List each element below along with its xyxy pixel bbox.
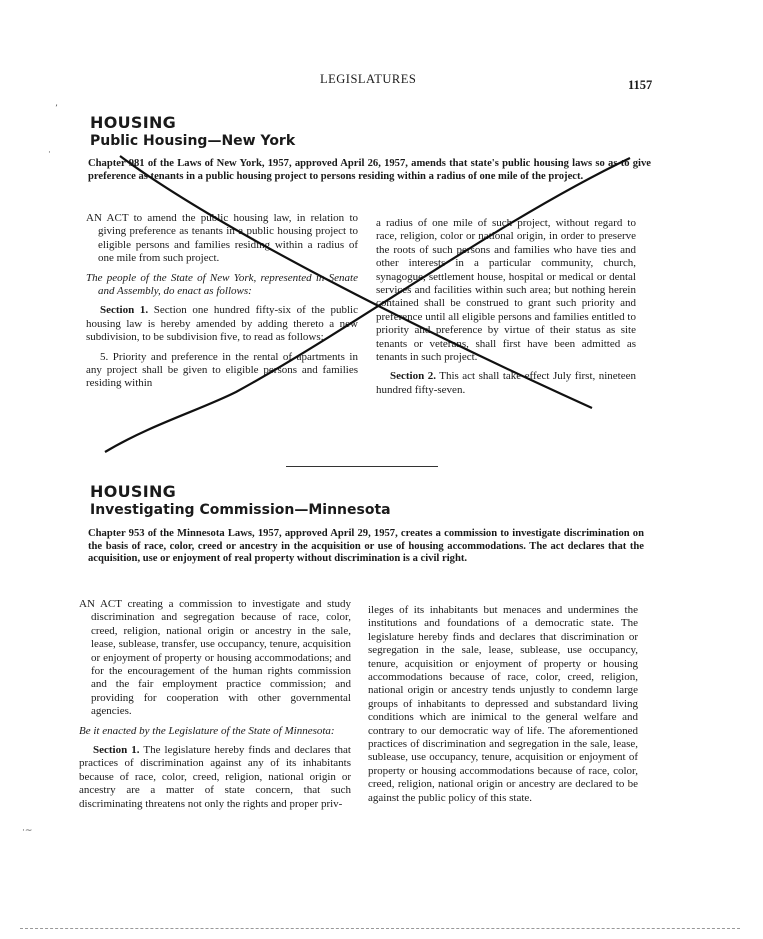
section-label: Section 1. <box>93 744 140 757</box>
page-number: 1157 <box>628 78 653 92</box>
section-text: This act shall take effect July first, nineteen hundred fifty-seven. <box>376 370 636 396</box>
running-header: LEGISLATURES <box>320 72 417 86</box>
section-1-summary: Chapter 981 of the Laws of New York, 1957, approved April 26, 1957, amends that state's public housing laws so as to give preference as tenants in a public housing project to persons residing within a radius of one mile of the project. <box>88 158 651 182</box>
section-1-right-column <box>376 217 636 403</box>
section-1-title: HOUSING <box>90 113 177 132</box>
margin-mark: · <box>48 148 51 158</box>
subdivision-5: 5. Priority and preference in the rental of apartments in any project shall be given to eligible persons and families residing within <box>86 350 358 390</box>
margin-mark: ·~ <box>22 826 33 836</box>
section-2-summary: Chapter 953 of the Minnesota Laws, 1957, approved April 29, 1957, creates a commission to investigate discrimination on the basis of race, color, creed or ancestry in the acquisition or use of housing accommodations. The act declares that the acquisition, use or enjoyment of real property without discrimination is a civil right. <box>88 528 644 565</box>
enacting-clause: Be it enacted by the Legislature of the State of Minnesota: <box>79 724 335 737</box>
act-title: AN ACT creating a commission to investigate and study discrimination and segregation because of race, color, creed, religion, national origin or ancestry in the sale, lease, sublease, transfer, use occupancy, tenure, acquisition or enjoyment of property or housing accommodations; and for the encouragement of the human rights commission and the fair employment practice commission; and providing for cooperation with other governmental agencies. <box>79 598 351 718</box>
enacting-clause: The people of the State of New York, represented in Senate and Assembly, do enact as follows: <box>86 271 358 298</box>
continued-text: a radius of one mile of such project, without regard to race, religion, color or national origin, in order to preserve the roots of such persons and families who have ties and other interests in a particular community, church, synagogue, settlement house, hospital or medical or dental services and facilities within such area; but nothing herein contained shall be construed to grant such priority and preference until all eligible persons and families entitled to priority and preference by virtue of their status as site tenants or veterans, shall first have been admitted as tenants in such project. <box>376 217 636 364</box>
scan-bottom-edge <box>20 928 740 929</box>
section-2-paragraph <box>376 370 636 397</box>
section-text: Section one hundred fifty-six of the public housing law is hereby amended by adding thereto a new subdivision, to be subdivision five, to read as follows: <box>86 304 358 344</box>
section-label: Section 1. <box>100 304 149 317</box>
section-2-subtitle: Investigating Commission—Minnesota <box>90 502 391 518</box>
section-1-paragraph <box>79 744 351 811</box>
section-1-subtitle: Public Housing—New York <box>90 133 296 149</box>
section-text: The legislature hereby finds and declares that practices of discrimination against any of its inhabitants because of race, color, creed, religion, national origin or ancestry are a matter of state concern, that such discriminating threatens not only the rights and proper priv- <box>79 744 351 810</box>
section-2-title: HOUSING <box>90 482 177 501</box>
margin-mark: ʼ <box>55 104 58 114</box>
section-2-right-column <box>368 604 638 811</box>
section-2-left-column <box>79 598 351 817</box>
section-divider <box>286 466 438 467</box>
section-label: Section 2. <box>390 370 436 383</box>
act-title: AN ACT to amend the public housing law, in relation to giving preference as tenants in a public housing project to eligible persons and families residing within a radius of one mile from such project. <box>86 212 358 265</box>
continued-text: ileges of its inhabitants but menaces and undermines the institutions and foundations of a democratic state. The legislature hereby finds and declares that discrimination or segregation in the sale, lease, sublease, use occupancy, tenure, acquisition or enjoyment of property or housing accommodations because of race, color, creed, religion, national origin or ancestry tends unjustly to condemn large groups of inhabitants to depressed and substandard living conditions which are inimical to the general welfare and contrary to our democratic way of life. The aforementioned practices of discrimination and segregation in the sale, lease, sublease, use occupancy, tenure, acquisition or enjoyment of property or housing accommodations because of race, color, creed, religion, national origin or ancestry are declared to be against the public policy of this state. <box>368 604 638 804</box>
section-1-left-column <box>86 212 358 397</box>
section-1-paragraph <box>86 304 358 344</box>
